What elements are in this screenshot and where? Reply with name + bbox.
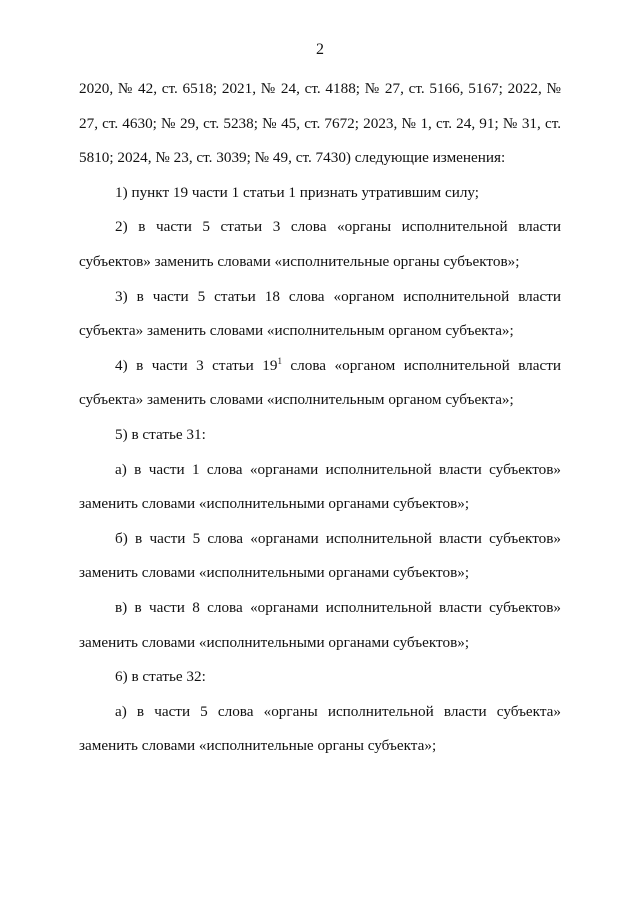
amendment-subitem-6a: а) в части 5 слова «органы исполнительной власти субъекта» заменить словами «исполнительные органы субъекта»; [79, 702, 561, 755]
amendment-subitem-5c: в) в части 8 слова «органами исполнительной власти субъектов» заменить словами «исполнительными органами субъектов»; [79, 598, 561, 651]
document-body [79, 72, 561, 764]
amendment-subitem-5b: б) в части 5 слова «органами исполнительной власти субъектов» заменить словами «исполнительными органами субъектов»; [79, 529, 561, 582]
amendment-item-1: 1) пункт 19 части 1 статьи 1 признать утратившим силу; [115, 183, 480, 201]
amendment-item-4-start: 4) в части 3 статьи 19 [115, 356, 278, 374]
article-superscript: 1 [277, 355, 282, 366]
amendment-item-5: 5) в статье 31: [115, 425, 206, 443]
page-number: 2 [316, 41, 324, 58]
intro-paragraph: 2020, № 42, ст. 6518; 2021, № 24, ст. 4188; № 27, ст. 5166, 5167; 2022, № 27, ст. 4630; № 29, ст. 5238; № 45, ст. 7672; 2023, № 1, ст. 24, 91; № 31, ст. 5810; 2024, № 23, ст. 3039; № 49, ст. 7430) следующие изменения: [79, 80, 561, 167]
amendment-item-4-end: слова «органом исполнительной власти субъекта» заменить словами «исполнительным органом субъекта»; [79, 356, 561, 409]
amendment-item-2: 2) в части 5 статьи 3 слова «органы исполнительной власти субъектов» заменить словами «исполнительные органы субъектов»; [79, 218, 561, 270]
amendment-item-3: 3) в части 5 статьи 18 слова «органом исполнительной власти субъекта» заменить словами «исполнительным органом субъекта»; [79, 287, 561, 340]
amendment-item-4 [79, 349, 561, 418]
amendment-item-6: 6) в статье 32: [115, 668, 206, 686]
amendment-subitem-5a: а) в части 1 слова «органами исполнительной власти субъектов» заменить словами «исполнительными органами субъектов»; [79, 460, 561, 513]
